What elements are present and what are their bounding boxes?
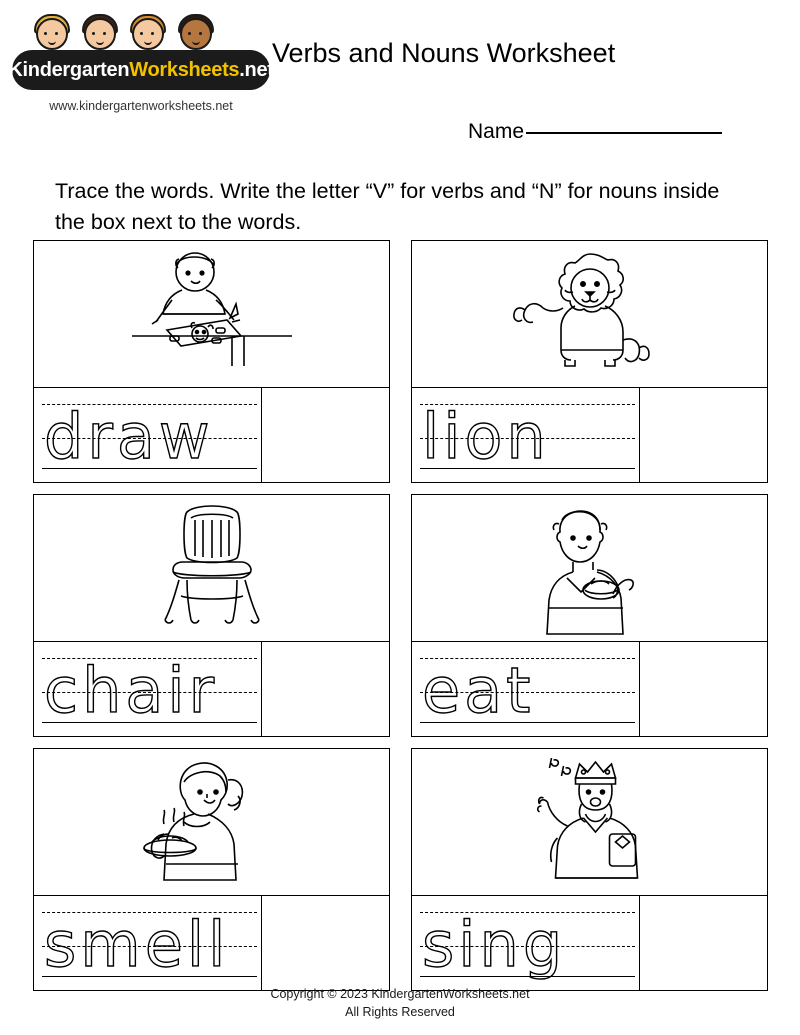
logo-wordmark bbox=[8, 59, 273, 82]
trace-word: sing bbox=[422, 908, 567, 981]
trace-area[interactable] bbox=[34, 388, 261, 482]
worksheet-grid bbox=[33, 240, 768, 1002]
child-face-icon bbox=[30, 12, 74, 56]
answer-box[interactable] bbox=[639, 642, 767, 736]
picture-box-sing bbox=[411, 748, 768, 896]
logo-text-part2: Worksheets bbox=[129, 58, 240, 81]
answer-box[interactable] bbox=[261, 642, 389, 736]
page-title: Verbs and Nouns Worksheet bbox=[272, 38, 616, 68]
trace-word: chair bbox=[44, 654, 219, 727]
picture-box-lion bbox=[411, 240, 768, 388]
page-footer bbox=[0, 985, 800, 1021]
trace-area[interactable] bbox=[412, 896, 639, 990]
name-field-row bbox=[468, 120, 722, 144]
child-face-icon bbox=[78, 12, 122, 56]
child-eating-picture bbox=[515, 498, 665, 638]
worksheet-item bbox=[33, 494, 390, 737]
worksheet-item bbox=[411, 240, 768, 483]
answer-box[interactable] bbox=[261, 896, 389, 990]
tracing-row-eat bbox=[411, 642, 768, 737]
name-input-line[interactable] bbox=[526, 131, 722, 134]
trace-word: lion bbox=[422, 400, 550, 473]
trace-word: smell bbox=[44, 908, 230, 981]
tracing-row-sing bbox=[411, 896, 768, 991]
copyright-text: Copyright © 2023 KindergartenWorksheets.net bbox=[270, 987, 530, 1001]
logo-children-illustration bbox=[30, 12, 255, 56]
trace-area[interactable] bbox=[34, 642, 261, 736]
instructions-text: Trace the words. Write the letter “V” for verbs and “N” for nouns inside the box next to the words. bbox=[55, 179, 720, 234]
chair-picture bbox=[147, 500, 277, 636]
lion-picture bbox=[495, 244, 685, 384]
tracing-row-draw bbox=[33, 388, 390, 483]
tracing-row-smell bbox=[33, 896, 390, 991]
trace-area[interactable] bbox=[412, 642, 639, 736]
picture-box-draw bbox=[33, 240, 390, 388]
picture-box-eat bbox=[411, 494, 768, 642]
logo-text-part1: Kindergarten bbox=[8, 58, 130, 81]
trace-area[interactable] bbox=[34, 896, 261, 990]
tracing-row-chair bbox=[33, 642, 390, 737]
child-drawing-picture bbox=[112, 244, 312, 384]
worksheet-item bbox=[411, 494, 768, 737]
logo-wordmark-bar bbox=[8, 50, 274, 90]
site-url: www.kindergartenworksheets.net bbox=[49, 99, 233, 113]
girl-smelling-pie-picture bbox=[122, 752, 302, 892]
answer-box[interactable] bbox=[639, 896, 767, 990]
trace-word: eat bbox=[422, 654, 535, 727]
trace-area[interactable] bbox=[412, 388, 639, 482]
page-header bbox=[0, 0, 800, 150]
answer-box[interactable] bbox=[261, 388, 389, 482]
tracing-row-lion bbox=[411, 388, 768, 483]
worksheet-item bbox=[33, 240, 390, 483]
child-face-icon bbox=[174, 12, 218, 56]
logo-text-part3: .net bbox=[239, 58, 274, 81]
picture-box-smell bbox=[33, 748, 390, 896]
trace-word: draw bbox=[44, 400, 214, 473]
worksheet-item bbox=[411, 748, 768, 991]
rights-text: All Rights Reserved bbox=[345, 1005, 455, 1019]
answer-box[interactable] bbox=[639, 388, 767, 482]
picture-box-chair bbox=[33, 494, 390, 642]
king-singing-picture bbox=[497, 752, 682, 892]
name-label: Name bbox=[468, 120, 525, 143]
worksheet-item bbox=[33, 748, 390, 991]
site-logo[interactable] bbox=[8, 12, 274, 113]
child-face-icon bbox=[126, 12, 170, 56]
